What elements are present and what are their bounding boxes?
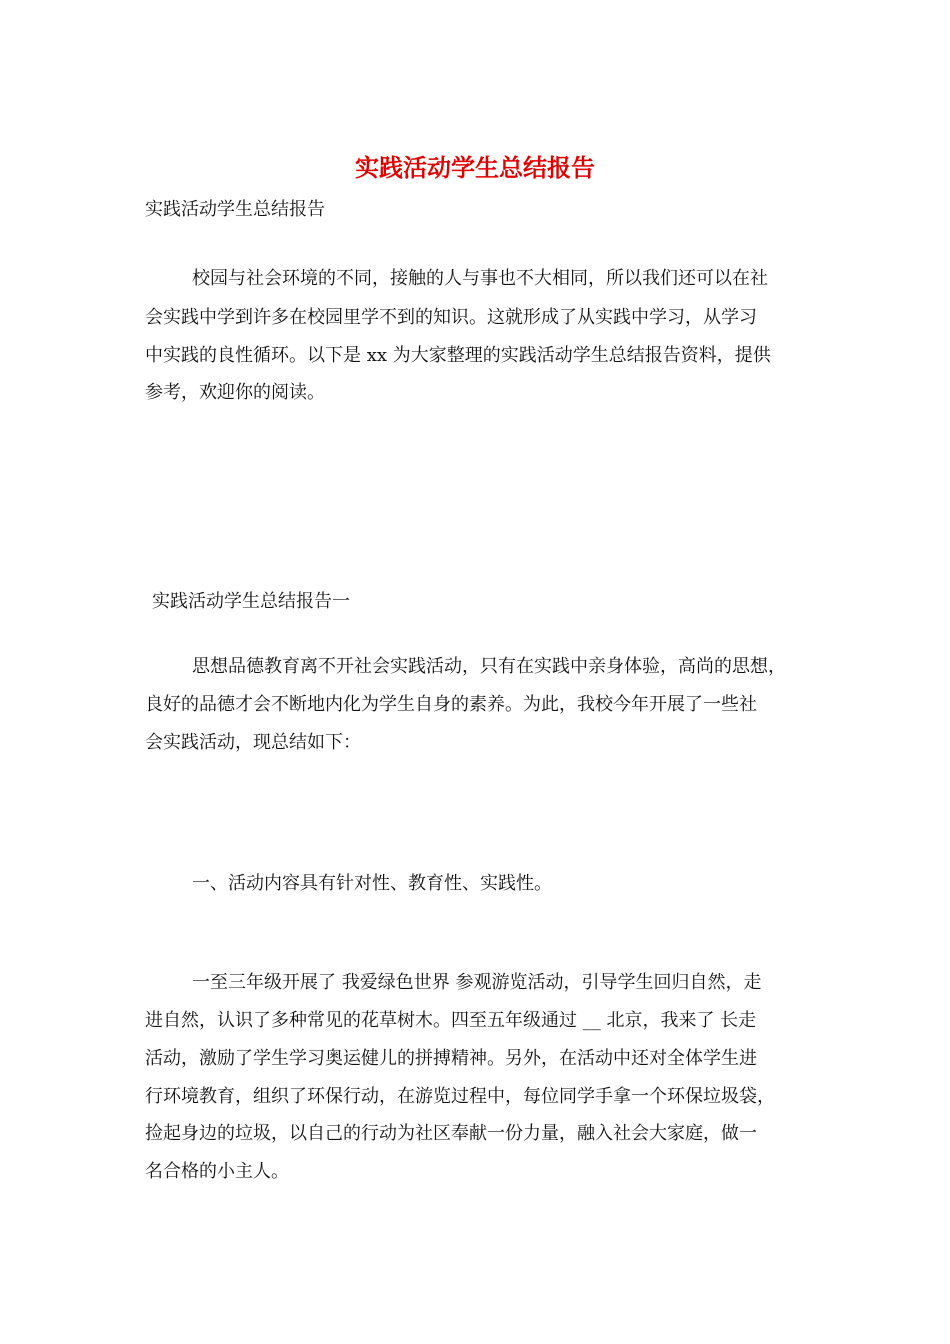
point-one-line-3: 活动，激励了学生学习奥运健儿的拼搏精神。另外，在活动中还对全体学生进	[145, 1048, 757, 1069]
document-title: 实践活动学生总结报告	[355, 153, 595, 182]
section-one-line-1: 思想品德教育离不开社会实践活动，只有在实践中亲身体验，高尚的思想，	[192, 656, 786, 677]
section-one-heading: 实践活动学生总结报告一	[152, 591, 350, 612]
point-one-line-5: 捡起身边的垃圾，以自己的行动为社区奉献一份力量，融入社会大家庭，做一	[145, 1123, 757, 1144]
intro-line-4: 参考，欢迎你的阅读。	[145, 382, 325, 403]
intro-line-1: 校园与社会环境的不同，接触的人与事也不大相同，所以我们还可以在社	[192, 268, 768, 289]
point-one-line-1: 一至三年级开展了 我爱绿色世界 参观游览活动，引导学生回归自然，走	[192, 972, 762, 993]
point-one-heading: 一、活动内容具有针对性、教育性、实践性。	[192, 873, 552, 894]
intro-line-2: 会实践中学到许多在校园里学不到的知识。这就形成了从实践中学习，从学习	[145, 307, 757, 328]
document-subtitle: 实践活动学生总结报告	[145, 199, 325, 220]
section-one-line-3: 会实践活动，现总结如下：	[145, 732, 361, 753]
section-one-line-2: 良好的品德才会不断地内化为学生自身的素养。为此，我校今年开展了一些社	[145, 694, 757, 715]
point-one-line-2: 进自然，认识了多种常见的花草树木。四至五年级通过 __ 北京，我来了 长走	[145, 1010, 757, 1031]
intro-line-3: 中实践的良性循环。以下是 xx 为大家整理的实践活动学生总结报告资料，提供	[145, 345, 771, 366]
point-one-line-4: 行环境教育，组织了环保行动，在游览过程中，每位同学手拿一个环保垃圾袋，	[145, 1086, 775, 1107]
point-one-line-6: 名合格的小主人。	[145, 1161, 289, 1182]
